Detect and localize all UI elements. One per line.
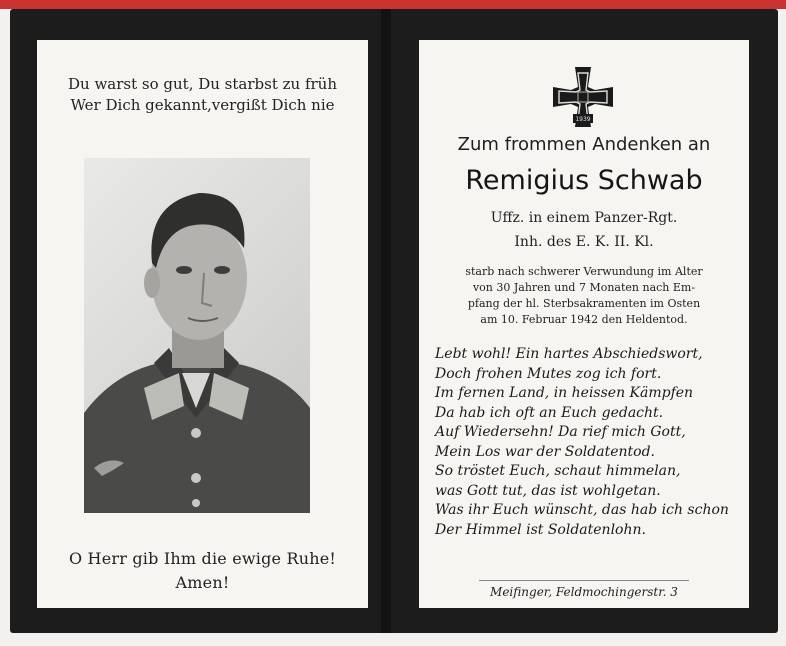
prayer-line: Amen! [175,573,230,592]
bio-line: starb nach schwerer Verwundung im Alter [465,265,703,278]
prayer-text [37,547,368,595]
poem-line: Der Himmel ist Soldatenlohn. [435,521,646,538]
poem-line: Im fernen Land, in heissen Kämpfen [435,385,694,401]
verse-line: Wer Dich gekannt,vergißt Dich nie [70,96,335,114]
poem-line: So tröstet Euch, schaut himmelan, [435,463,681,479]
deceased-name: Remigius Schwab [465,165,703,196]
left-panel [37,40,368,608]
farewell-poem [435,345,735,540]
iron-cross-emblem [551,65,615,129]
memorial-heading: Zum frommen Andenken an [457,134,711,155]
right-panel [419,40,749,608]
military-rank: Uffz. in einem Panzer-Rgt. [490,210,678,226]
poem-line: Lebt wohl! Ein hartes Abschiedswort, [435,346,703,362]
poem-line: Was ihr Euch wünscht, das hab ich schon [435,502,729,518]
bio-line: von 30 Jahren und 7 Monaten nach Em- [472,281,696,294]
cross-year: 1939 [575,116,591,123]
bio-line: pfang der hl. Sterbsakramenten im Osten [467,297,701,310]
verse-line: Du warst so gut, Du starbst zu früh [68,75,337,93]
memorial-verse [37,74,368,116]
printer-divider [479,580,689,581]
soldier-portrait-photo [84,158,310,513]
printer-credit: Meifinger, Feldmochingerstr. 3 [490,585,678,599]
poem-line: Auf Wiedersehn! Da rief mich Gott, [435,424,686,440]
poem-line: Da hab ich oft an Euch gedacht. [435,404,664,421]
poem-line: Doch frohen Mutes zog ich fort. [435,365,662,382]
top-red-strip [0,0,786,9]
death-notice [435,264,733,328]
bio-line: am 10. Februar 1942 den Heldentod. [480,313,688,326]
card-fold [381,9,391,633]
poem-line: was Gott tut, das ist wohlgetan. [435,482,661,499]
military-award: Inh. des E. K. II. Kl. [514,234,654,250]
poem-line: Mein Los war der Soldatentod. [435,443,655,460]
prayer-line: O Herr gib Ihm die ewige Ruhe! [68,549,337,568]
